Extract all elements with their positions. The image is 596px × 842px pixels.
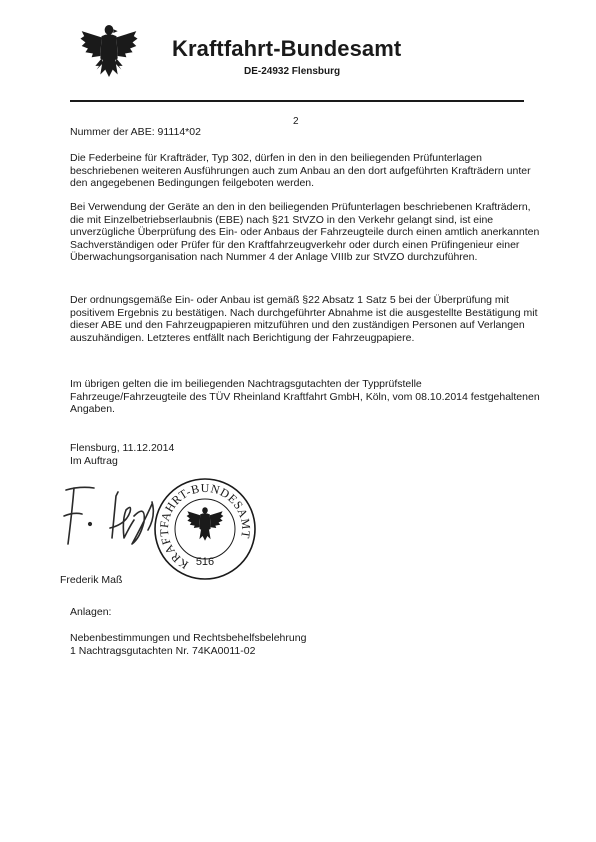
abe-number	[70, 126, 540, 139]
header-divider	[70, 100, 524, 102]
closing-on-behalf: Im Auftrag	[70, 455, 118, 467]
federal-eagle-logo-icon	[78, 20, 140, 82]
page-number: 2	[293, 116, 299, 127]
paragraph-1	[70, 152, 540, 190]
stamp-number: 516	[195, 556, 215, 568]
paragraph-3-text: Der ordnungsgemäße Ein- oder Anbau ist gemäß §22 Absatz 1 Satz 5 bei der Überprüfung mit positivem Ergebnis zu bestätigen. Nach durchgeführter Abnahme ist die ausgestellte Bestätigung mit dieser ABE und den Fahrzeugpapieren mitzuführen und den zuständigen Personen auf Verlangen auszuhändigen. Letzteres entfällt nach Berichtigung der Fahrzeugpapiere.	[70, 294, 538, 344]
abe-number-text: Nummer der ABE: 91114*02	[70, 126, 201, 138]
paragraph-1-text: Die Federbeine für Krafträder, Typ 302, dürfen in den in den beiliegenden Prüfunterlagen beschriebenen weiteren Ausführungen auch zum Anbau an den dort aufgeführten Krafträdern unter den angegebenen Bedingungen feilgeboten werden.	[70, 152, 531, 190]
org-name: Kraftfahrt-Bundesamt	[172, 36, 402, 61]
org-address: DE-24932 Flensburg	[244, 66, 341, 77]
closing-place-date: Flensburg, 11.12.2014	[70, 442, 175, 454]
attachment-item-2: 1 Nachtragsgutachten Nr. 74KA0011-02	[70, 645, 256, 657]
signer-name: Frederik Maß	[60, 574, 123, 586]
paragraph-2	[70, 201, 540, 264]
attachment-item-1: Nebenbestimmungen und Rechtsbehelfsbelehrung	[70, 632, 307, 644]
official-seal-stamp	[152, 476, 258, 582]
paragraph-4	[70, 378, 540, 416]
paragraph-3	[70, 294, 540, 344]
stamp-ring-text: KRAFTFAHRT-BUNDESAMT	[156, 480, 254, 573]
attachments-heading: Anlagen:	[70, 606, 112, 618]
paragraph-4-text: Im übrigen gelten die im beiliegenden Nachtragsgutachten der Typprüfstelle Fahrzeuge/Fahrzeugteile des TÜV Rheinland Kraftfahrt GmbH, Köln, vom 08.10.2014 festgehaltenen Angaben.	[70, 378, 540, 416]
paragraph-2-text: Bei Verwendung der Geräte an den in den beiliegenden Prüfunterlagen beschriebenen Krafträdern, die mit Einzelbetriebserlaubnis (EBE) nach §21 StVZO in den Verkehr gelangt sind, ist eine unverzügliche Überprüfung des Ein- oder Anbaus der Fahrzeugteile durch einen amtlich anerkannten Sachverständigen oder Prüfer für den Kraftfahrzeugverkehr oder durch einen Prüfingenieur einer Überwachungsorganisation nach Nummer 4 der Anlage VIIIb zur StVZO durchzuführen.	[70, 201, 540, 264]
